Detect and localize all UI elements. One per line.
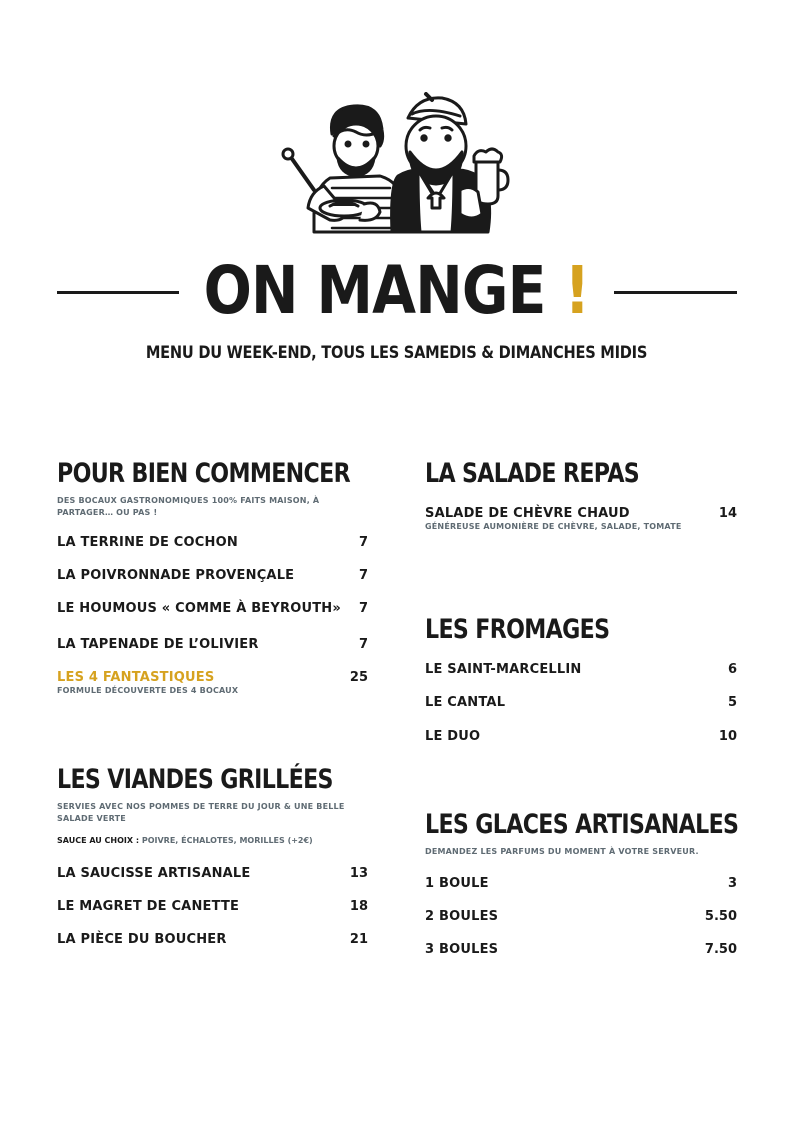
item-price: 13 bbox=[349, 866, 368, 881]
menu-item-cantal bbox=[425, 695, 737, 710]
item-price: 14 bbox=[718, 506, 737, 521]
menu-item-salade-chevre bbox=[425, 506, 737, 531]
item-name: LE MAGRET DE CANETTE bbox=[57, 899, 240, 914]
item-name: LE CANTAL bbox=[425, 695, 506, 710]
item-name: LES 4 FANTASTIQUES bbox=[57, 670, 215, 685]
sauce-options: POIVRE, ÉCHALOTES, MORILLES (+2€) bbox=[139, 836, 313, 845]
item-price: 7 bbox=[358, 568, 368, 583]
item-name: 1 BOULE bbox=[425, 876, 489, 891]
item-price: 5 bbox=[727, 695, 737, 710]
section-icecream bbox=[425, 808, 737, 968]
item-price: 3 bbox=[727, 876, 737, 891]
menu-item-magret bbox=[57, 899, 368, 914]
menu-item-houmous bbox=[57, 601, 368, 616]
section-description: SERVIES AVEC NOS POMMES DE TERRE DU JOUR & UNE BELLE SALADE VERTE bbox=[57, 802, 345, 823]
item-price: 18 bbox=[349, 899, 368, 914]
item-name: LE DUO bbox=[425, 729, 481, 744]
section-title: LA SALADE REPAS bbox=[425, 458, 640, 489]
menu-item-2-boules bbox=[425, 909, 737, 924]
item-name: LE HOUMOUS « COMME À BEYROUTH» bbox=[57, 601, 341, 616]
item-price: 21 bbox=[349, 932, 368, 947]
page-subtitle: MENU DU WEEK-END, TOUS LES SAMEDIS & DIMANCHES MIDIS bbox=[145, 343, 648, 363]
two-chefs-illustration bbox=[280, 92, 512, 240]
item-description: FORMULE DÉCOUVERTE DES 4 BOCAUX bbox=[57, 686, 239, 695]
item-price: 7 bbox=[358, 601, 368, 616]
menu-item-4-fantastiques bbox=[57, 670, 368, 695]
item-price: 6 bbox=[727, 662, 737, 677]
item-price: 7 bbox=[358, 535, 368, 550]
sauce-choice bbox=[57, 835, 368, 847]
section-meats bbox=[57, 763, 368, 953]
menu-item-tapenade bbox=[57, 637, 368, 652]
menu-item-poivronnade bbox=[57, 568, 368, 583]
item-name: LA SAUCISSE ARTISANALE bbox=[57, 866, 251, 881]
item-price: 7 bbox=[358, 637, 368, 652]
section-description: DES BOCAUX GASTRONOMIQUES 100% FAITS MAISON, À PARTAGER… OU PAS ! bbox=[57, 496, 320, 517]
item-price: 7.50 bbox=[704, 942, 737, 957]
page-title-text: ON MANGE bbox=[203, 252, 546, 329]
item-name: 3 BOULES bbox=[425, 942, 499, 957]
sauce-label: SAUCE AU CHOIX : bbox=[57, 836, 140, 845]
menu-item-saucisse bbox=[57, 866, 368, 881]
item-name: LA PIÈCE DU BOUCHER bbox=[57, 932, 227, 947]
item-price: 25 bbox=[349, 670, 368, 685]
section-salad bbox=[425, 457, 737, 537]
item-name: LA POIVRONNADE PROVENÇALE bbox=[57, 568, 295, 583]
menu-item-saint-marcellin bbox=[425, 662, 737, 677]
item-name: SALADE DE CHÈVRE CHAUD bbox=[425, 506, 630, 521]
item-name: LA TERRINE DE COCHON bbox=[57, 535, 238, 550]
menu-item-duo bbox=[425, 729, 737, 744]
item-name: 2 BOULES bbox=[425, 909, 499, 924]
section-title: POUR BIEN COMMENCER bbox=[57, 458, 351, 489]
menu-item-piece-boucher bbox=[57, 932, 368, 947]
page-title-bang: ! bbox=[564, 252, 590, 329]
section-title: LES VIANDES GRILLÉES bbox=[57, 764, 333, 795]
section-title: LES FROMAGES bbox=[425, 614, 610, 645]
item-price: 5.50 bbox=[704, 909, 737, 924]
menu-item-terrine bbox=[57, 535, 368, 550]
item-price: 10 bbox=[718, 729, 737, 744]
section-cheeses bbox=[425, 613, 737, 753]
item-description: GÉNÉREUSE AUMONIÈRE DE CHÈVRE, SALADE, TOMATE bbox=[425, 522, 682, 531]
title-rule-right bbox=[614, 291, 737, 294]
section-title: LES GLACES ARTISANALES bbox=[425, 809, 739, 840]
section-starters bbox=[57, 457, 368, 707]
item-name: LE SAINT-MARCELLIN bbox=[425, 662, 582, 677]
title-row bbox=[0, 250, 793, 332]
section-description: DEMANDEZ LES PARFUMS DU MOMENT À VOTRE SERVEUR. bbox=[425, 847, 699, 856]
menu-item-3-boules bbox=[425, 942, 737, 957]
item-name: LA TAPENADE DE L’OLIVIER bbox=[57, 637, 259, 652]
menu-item-1-boule bbox=[425, 876, 737, 891]
